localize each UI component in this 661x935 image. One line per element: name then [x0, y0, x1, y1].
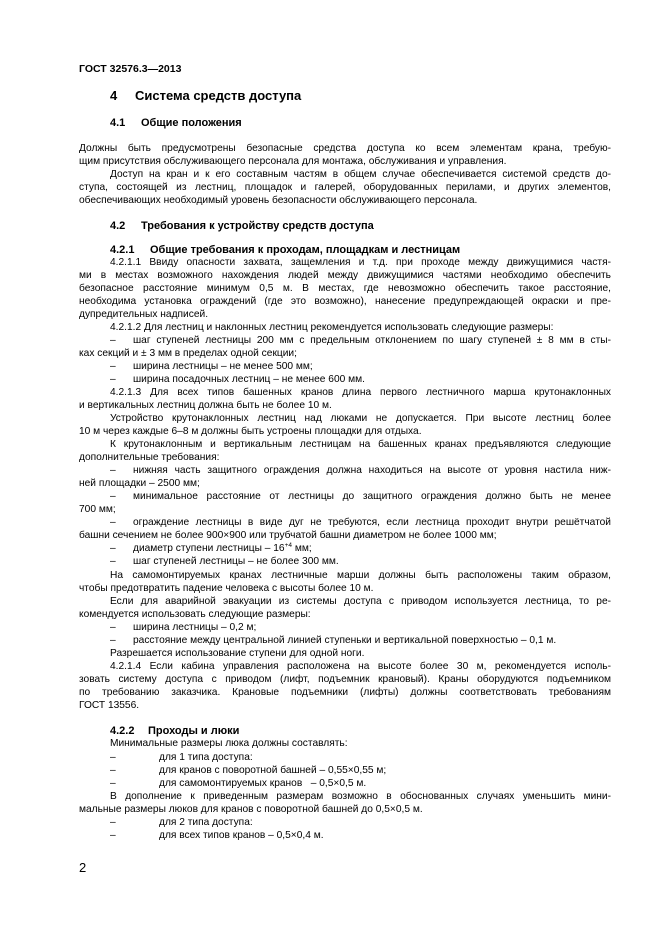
list-item-text: диаметр ступени лестницы – $16^{+4}$ мм;	[133, 542, 312, 554]
list-dash: –	[110, 635, 116, 646]
list-dash: –	[110, 374, 116, 385]
paragraph-line: необходима установка ограждений (где это возможно), нанесение предупреждающей окраски и пре-	[79, 296, 611, 307]
list-item-text: для кранов с поворотной башней – 0,55×0,55 м;	[159, 765, 387, 776]
paragraph-line: 4.2.1.4 Если кабина управления расположена на высоте более 30 м, рекомендуется исполь-	[110, 661, 611, 672]
list-dash: –	[110, 361, 116, 372]
paragraph-line: зовать систему доступа с приводом (лифт, подъемник крановый). Краны оборудуются подъемником	[79, 674, 611, 685]
paragraph-line: 4.2.1.1 Ввиду опасности захвата, защемления и т.д. при проходе между движущимися частя-	[110, 257, 611, 268]
page-number: 2	[79, 860, 87, 875]
document-header: ГОСТ 32576.3—2013	[79, 63, 182, 75]
paragraph-line: Разрешается использование ступени для одной ноги.	[110, 648, 365, 659]
subsection-title: Общие положения	[141, 117, 242, 129]
list-dash: –	[110, 335, 116, 346]
list-item-text: ширина лестницы – 0,2 м;	[133, 622, 257, 633]
paragraph-line: Доступ на кран и к его составным частям в общем случае обеспечивается системой средств до-	[110, 169, 611, 180]
paragraph-line: 4.2.1.2 Для лестниц и наклонных лестниц рекомендуется использовать следующие размеры:	[110, 322, 554, 333]
paragraph-line: щим присутствия обслуживающего персонала для монтажа, обслуживания и управления.	[79, 156, 507, 167]
paragraph-line: К крутонаклонным и вертикальным лестницам на башенных кранах предъявляются следующие	[110, 439, 611, 450]
paragraph-line: В дополнение к приведенным размерам возможно в обоснованных случаях уменьшить мини-	[110, 791, 611, 802]
list-dash: –	[110, 622, 116, 633]
list-item-text: нижняя часть защитного ограждения должна находиться на высоте от уровня настила ниж-	[133, 465, 611, 476]
subsection-title: Требования к устройству средств доступа	[141, 220, 374, 232]
paragraph-line: чтобы предотвратить падение человека с высоты более 10 м.	[79, 583, 374, 594]
list-dash: –	[110, 543, 116, 554]
paragraph-line: ступа, состоящей из лестниц, площадок и галерей, оборудованных перилами, и других элементов,	[79, 182, 611, 193]
list-dash: –	[110, 830, 116, 841]
subsection-number: 4.2	[110, 220, 126, 232]
list-dash: –	[110, 817, 116, 828]
list-dash: –	[110, 517, 116, 528]
list-item-text: ширина посадочных лестниц – не менее 600 мм.	[133, 374, 365, 385]
paragraph-line: Устройство крутонаклонных лестниц над люками не допускается. При высоте лестниц более	[110, 413, 611, 424]
list-item-text: минимальное расстояние от лестницы до защитного ограждения должно быть не менее	[133, 491, 611, 502]
paragraph-line: дополнительные требования:	[79, 452, 220, 463]
list-item-text: ширина лестницы – не менее 500 мм;	[133, 361, 313, 372]
subsection-title: Общие требования к проходам, площадкам и лестницам	[150, 244, 461, 256]
paragraph-line: 10 м через каждые 6–8 м должны быть устроены площадки для отдыха.	[79, 426, 422, 437]
subsection-number: 4.2.1	[110, 244, 135, 256]
list-dash: –	[110, 752, 116, 763]
paragraph-line: Если для аварийной эвакуации из системы доступа с приводом используется лестница, то ре-	[110, 596, 611, 607]
list-item-text: башни сечением не более 900×900 или трубчатой башни диаметром не более 1000 мм;	[79, 530, 497, 541]
list-item-text: ках секций и ± 3 мм в пределах одной секции;	[79, 348, 297, 359]
paragraph-line: На самомонтируемых кранах лестничные марши должны быть расположены таким образом,	[110, 570, 611, 581]
paragraph-line: безопасное расстояние минимум 0,5 м. В местах, где невозможно обеспечить такое расстояние,	[79, 283, 611, 294]
list-dash: –	[110, 491, 116, 502]
paragraph-line: ГОСТ 13556.	[79, 700, 140, 711]
paragraph-line: дупредительных надписей.	[79, 309, 209, 320]
list-dash: –	[110, 778, 116, 789]
list-dash: –	[110, 465, 116, 476]
paragraph-line: обеспечивающих необходимый уровень безопасности обслуживающего персонала.	[79, 195, 478, 206]
list-dash: –	[110, 556, 116, 567]
paragraph-line: и вертикальных лестниц должна быть не более 10 м.	[79, 400, 332, 411]
paragraph-line: комендуется использовать следующие размеры:	[79, 609, 311, 620]
list-item-text: для 2 типа доступа:	[159, 817, 253, 828]
subsection-number: 4.1	[110, 117, 126, 129]
list-item-text: шаг ступеней лестницы – не более 300 мм.	[133, 556, 339, 567]
list-item-text: ограждение лестницы в виде дуг не требуются, если лестница проходит внутри решётчатой	[133, 517, 611, 528]
list-dash: –	[110, 765, 116, 776]
list-item-text: расстояние между центральной линией ступеньки и вертикальной поверхностью – 0,1 м.	[133, 635, 557, 646]
superscript-tolerance: +4	[284, 542, 293, 549]
subsection-title: Проходы и люки	[148, 725, 240, 737]
paragraph-line: по требованию заказчика. Крановые подъемники (лифты) должны соответствовать требованиям	[79, 687, 611, 698]
list-item-text: 700 мм;	[79, 504, 116, 515]
paragraph-line: Должны быть предусмотрены безопасные средства доступа ко всем элементам крана, требую-	[79, 143, 611, 154]
paragraph-line: мальные размеры люков для кранов с поворотной башней до 0,5×0,5 м.	[79, 804, 423, 815]
list-item-text: для всех типов кранов – 0,5×0,4 м.	[159, 830, 324, 841]
section-number: 4	[110, 88, 118, 103]
paragraph-line: ми в местах возможного нахождения людей между движущимися частями необходимо обеспечить	[79, 270, 611, 281]
list-item-text: ней площадки – 2500 мм;	[79, 478, 200, 489]
paragraph-line: Минимальные размеры люка должны составлять:	[110, 738, 348, 749]
list-item-text: для 1 типа доступа:	[159, 752, 253, 763]
section-title: Система средств доступа	[135, 88, 302, 103]
list-item-text: шаг ступеней лестницы 200 мм с предельным отклонением по шагу ступеней ± 8 мм в сты-	[133, 335, 611, 346]
paragraph-line: 4.2.1.3 Для всех типов башенных кранов длина первого лестничного марша крутонаклонных	[110, 387, 611, 398]
subsection-number: 4.2.2	[110, 725, 135, 737]
list-item-text: для самомонтируемых кранов – 0,5×0,5 м.	[159, 778, 367, 789]
